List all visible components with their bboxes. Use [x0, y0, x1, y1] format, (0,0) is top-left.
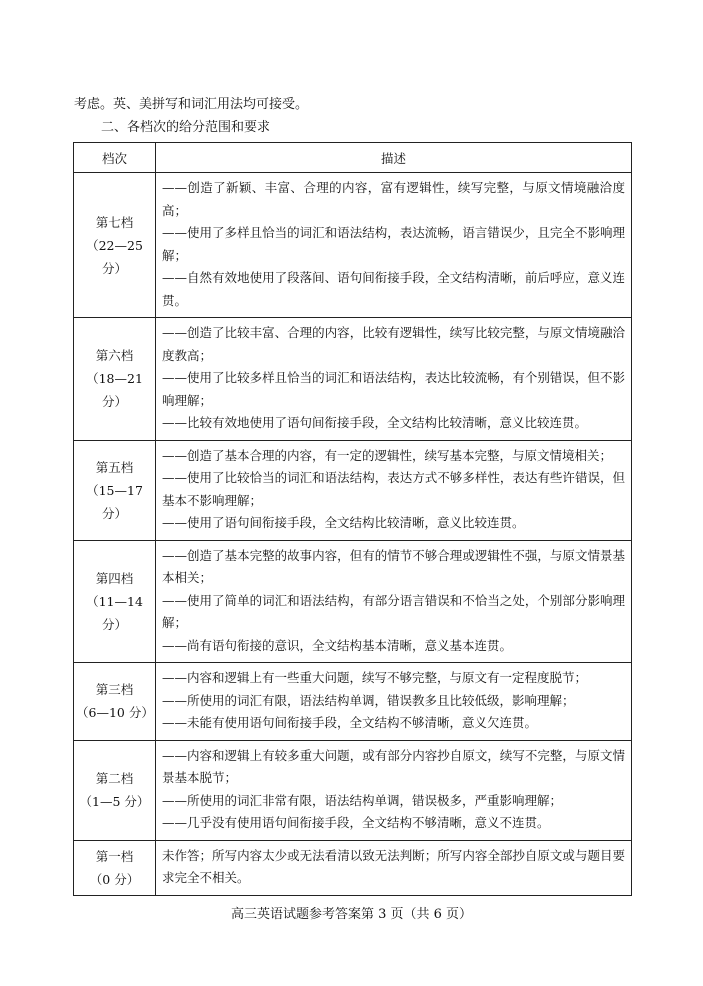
criterion-text: ——内容和逻辑上有较多重大问题，或有部分内容抄自原文，续写不完整，与原文情景基本脱节； [162, 747, 625, 785]
level-cell [74, 840, 156, 895]
table-row [74, 173, 632, 318]
criterion-text: ——比较有效地使用了语句间衔接手段，全文结构比较清晰，意义比较连贯。 [162, 415, 588, 430]
description-cell [156, 318, 632, 441]
level-cell [74, 173, 156, 318]
level-name: 第七档 [95, 214, 134, 230]
level-cell [74, 663, 156, 741]
level-name: 第五档 [95, 459, 134, 475]
page-footer: 高三英语试题参考答案第 3 页（共 6 页） [230, 907, 473, 922]
criterion-text: ——创造了新颖、丰富、合理的内容，富有逻辑性，续写完整，与原文情境融洽度高； [162, 180, 625, 218]
table-row [74, 840, 632, 895]
criterion-text: ——未能有使用语句间衔接手段，全文结构不够清晰，意义欠连贯。 [162, 715, 538, 730]
level-cell [74, 440, 156, 540]
level-cell [74, 540, 156, 663]
level-score-range: （18—21 分） [86, 371, 143, 410]
description-cell [156, 173, 632, 318]
table-header-row [74, 143, 632, 173]
description-cell [156, 840, 632, 895]
criterion-text: ——创造了基本完整的故事内容，但有的情节不够合理或逻辑性不强，与原文情景基本相关； [162, 547, 625, 585]
scoring-rubric-table [73, 142, 632, 896]
criterion-text: ——使用了语句间衔接手段，全文结构比较清晰，意义比较连贯。 [162, 515, 525, 530]
level-name: 第一档 [95, 848, 134, 864]
level-cell [74, 740, 156, 840]
level-score-range: （1—5 分） [79, 794, 150, 809]
criterion-text: ——创造了基本合理的内容，有一定的逻辑性，续写基本完整，与原文情境相关； [162, 447, 613, 463]
level-score-range: （22—25 分） [86, 237, 143, 276]
header-description: 描述 [156, 143, 632, 173]
criterion-text: ——使用了比较恰当的词汇和语法结构，表达方式不够多样性，表达有些许错误，但基本不影响理解； [162, 470, 625, 508]
criterion-text: ——所使用的词汇非常有限，语法结构单调，错误极多，严重影响理解； [162, 792, 563, 808]
criterion-text: ——使用了简单的词汇和语法结构，有部分语言错误和不恰当之处，个别部分影响理解； [162, 592, 625, 630]
criterion-text: ——使用了比较多样且恰当的词汇和语法结构，表达比较流畅，有个别错误，但不影响理解； [162, 370, 625, 408]
level-score-range: （15—17 分） [86, 482, 143, 521]
description-cell [156, 540, 632, 663]
rubric-rows [74, 173, 632, 896]
level-score-range: （0 分） [89, 871, 140, 887]
level-cell [74, 318, 156, 441]
table-row [74, 663, 632, 741]
description-cell [156, 740, 632, 840]
table-row [74, 740, 632, 840]
level-name: 第四档 [95, 570, 134, 586]
criterion-text: ——尚有语句衔接的意识，全文结构基本清晰，意义基本连贯。 [162, 637, 513, 653]
level-name: 第六档 [95, 348, 134, 364]
table-row [74, 440, 632, 540]
description-cell [156, 440, 632, 540]
description-cell [156, 663, 632, 741]
intro-text: 考虑。英、美拼写和词汇用法均可接受。 [74, 97, 309, 112]
criterion-text: ——几乎没有使用语句间衔接手段，全文结构不够清晰，意义不连贯。 [162, 815, 550, 830]
criterion-text: ——所使用的词汇有限，语法结构单调，错误教多且比较低级，影响理解； [162, 692, 575, 708]
header-level: 档次 [74, 143, 156, 173]
criterion-text: ——使用了多样且恰当的词汇和语法结构，表达流畅，语言错误少，且完全不影响理解； [162, 225, 625, 263]
table-row [74, 540, 632, 663]
level-score-range: （6—10 分） [76, 705, 154, 721]
level-name: 第二档 [95, 771, 134, 786]
level-score-range: （11—14 分） [86, 593, 143, 632]
criterion-text: ——自然有效地使用了段落间、语句间衔接手段，全文结构清晰，前后呼应，意义连贯。 [162, 270, 625, 308]
level-name: 第三档 [95, 682, 134, 698]
criterion-text: ——内容和逻辑上有一些重大问题，续写不够完整，与原文有一定程度脱节； [162, 670, 588, 685]
criterion-text: 未作答；所写内容太少或无法看清以致无法判断；所写内容全部抄自原文或与题目要求完全不相关。 [162, 847, 625, 885]
criterion-text: ——创造了比较丰富、合理的内容，比较有逻辑性，续写比较完整，与原文情境融洽度教高； [162, 325, 625, 363]
table-row [74, 318, 632, 441]
section-heading: 二、各档次的给分范围和要求 [101, 120, 271, 135]
